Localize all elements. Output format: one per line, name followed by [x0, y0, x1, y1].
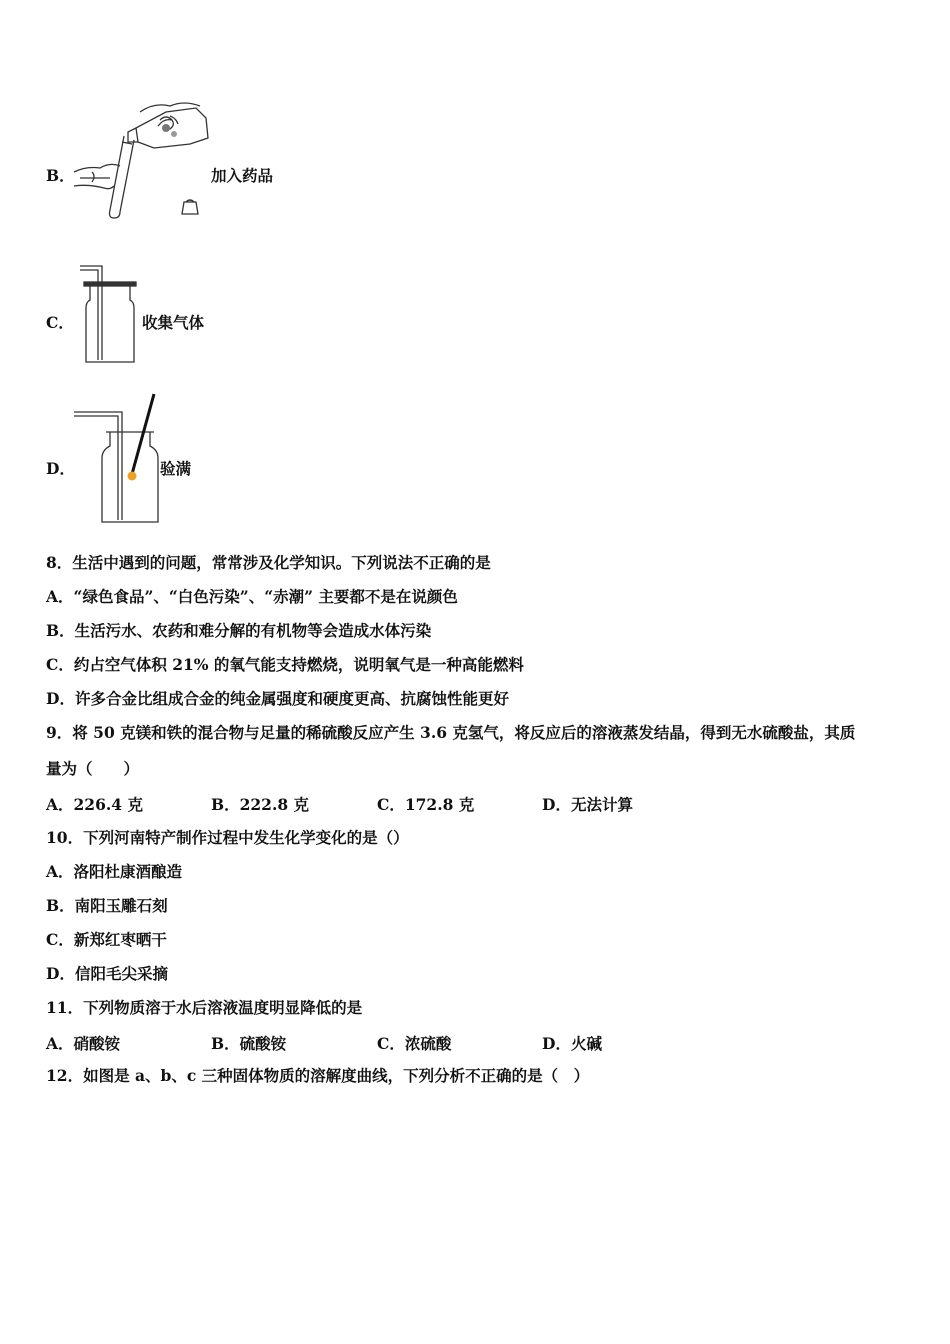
option-c-caption: 收集气体 [142, 313, 205, 332]
question-10-option-d: D．信阳毛尖采摘 [46, 964, 168, 983]
question-8-stem: 8．生活中遇到的问题，常常涉及化学知识。下列说法不正确的是 [46, 553, 491, 572]
question-9-stem-line1: 9．将 50 克镁和铁的混合物与足量的稀硫酸反应产生 3.6 克氢气，将反应后的溶液蒸发结晶，得到无水硫酸盐，其质 [46, 723, 856, 742]
question-9-stem-line2: 量为（ ） [46, 759, 140, 778]
question-11-option-d: D．火碱 [542, 1034, 602, 1053]
question-12-stem: 12．如图是 a、b、c 三种固体物质的溶解度曲线，下列分析不正确的是（ ） [46, 1066, 590, 1085]
question-11-option-c: C．浓硫酸 [377, 1034, 452, 1053]
question-9-option-c: C．172.8 克 [377, 795, 475, 814]
option-c-label: C． [46, 313, 74, 332]
bottle-with-burning-splint-icon [70, 390, 166, 528]
question-9-option-d: D．无法计算 [542, 795, 633, 814]
question-10-option-b: B．南阳玉雕石刻 [46, 896, 168, 915]
question-11-option-b: B．硫酸铵 [211, 1034, 287, 1053]
option-b-label: B． [46, 166, 75, 185]
question-8-option-a: A．“绿色食品”、“白色污染”、“赤潮” 主要都不是在说颜色 [46, 587, 458, 606]
option-d-label: D． [46, 459, 75, 478]
question-10-option-a: A．洛阳杜康酒酿造 [46, 862, 183, 881]
gas-collecting-bottle-icon [78, 262, 142, 366]
question-11-stem: 11．下列物质溶于水后溶液温度明显降低的是 [46, 998, 363, 1017]
question-8-option-c: C．约占空气体积 21% 的氧气能支持燃烧，说明氧气是一种高能燃料 [46, 655, 524, 674]
question-10-option-c: C．新郑红枣晒干 [46, 930, 167, 949]
question-9-option-b: B．222.8 克 [211, 795, 310, 814]
option-b-caption: 加入药品 [211, 166, 274, 185]
question-9-option-a: A．226.4 克 [46, 795, 143, 814]
question-11-option-a: A．硝酸铵 [46, 1034, 121, 1053]
question-8-option-d: D．许多合金比组成合金的纯金属强度和硬度更高、抗腐蚀性能更好 [46, 689, 509, 708]
question-8-option-b: B．生活污水、农药和难分解的有机物等会造成水体污染 [46, 621, 432, 640]
question-10-stem: 10．下列河南特产制作过程中发生化学变化的是（） [46, 828, 409, 847]
test-tube-pouring-icon [70, 98, 210, 220]
option-d-caption: 验满 [160, 459, 192, 478]
